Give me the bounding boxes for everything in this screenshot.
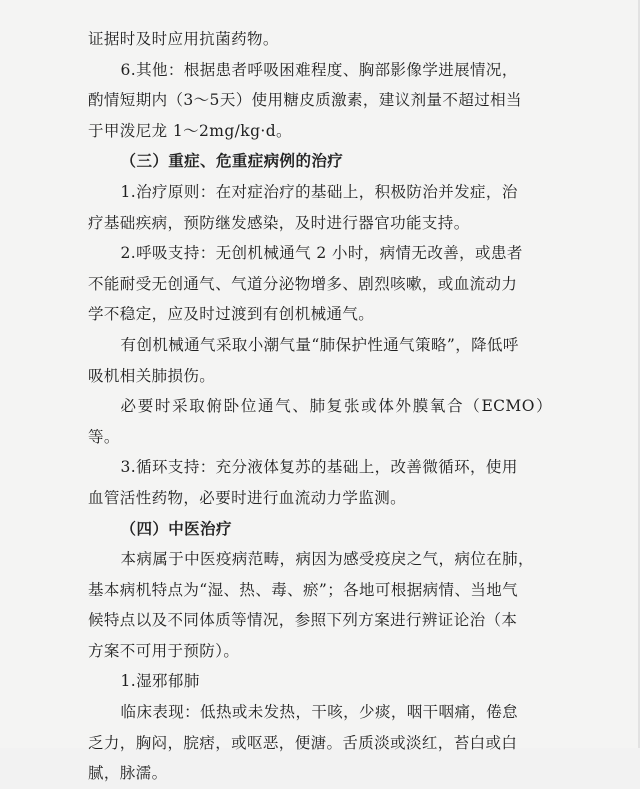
text-line: 6.其他：根据患者呼吸困难程度、胸部影像学进展情况， [120,60,518,79]
text-line: 腻，脉濡。 [88,764,168,783]
text-line: 乏力，胸闷，脘痞，或呕恶，便溏。舌质淡或淡红，苔白或白 [88,733,518,752]
text-line: 临床表现：低热或未发热，干咳，少痰，咽干咽痛，倦怠 [120,703,519,722]
text-line: 证据时及时应用抗菌药物。 [88,30,279,48]
text-line: 不能耐受无创通气、气道分泌物增多、剧烈咳嗽，或血流动力 [88,274,518,293]
text-line: 1.治疗原则：在对症治疗的基础上，积极防治并发症，治 [120,182,518,201]
section-heading: （四）中医治疗 [120,519,232,538]
text-line: 吸机相关肺损伤。 [88,366,216,385]
text-line: 2.呼吸支持：无创机械通气 2 小时，病情无改善，或患者 [120,244,523,263]
text-line: 本病属于中医疫病范畴，病因为感受疫戾之气，病位在肺， [120,550,534,569]
text-line: 学不稳定，应及时过渡到有创机械通气。 [88,305,375,324]
text-line: 有创机械通气采取小潮气量“肺保护性通气策略”，降低呼 [120,335,519,354]
text-line: 必要时采取俯卧位通气、肺复张或体外膜氧合（ECMO）等。 [88,397,552,446]
text-line: 酌情短期内（3～5天）使用糖皮质激素，建议剂量不超过相当 [88,91,522,110]
text-line: 于甲泼尼龙 1～2mg/kg·d。 [88,121,292,140]
text-line: 1.湿邪郁肺 [120,672,200,691]
text-line: 基本病机特点为“湿、热、毒、瘀”；各地可根据病情、当地气 [88,580,519,599]
text-line: 3.循环支持：充分液体复苏的基础上，改善微循环，使用 [120,458,518,477]
text-line: 候特点以及不同体质等情况，参照下列方案进行辨证论治（本 [88,611,518,630]
section-heading: （三）重症、危重症病例的治疗 [120,152,344,171]
text-line: 血管活性药物，必要时进行血流动力学监测。 [88,488,407,507]
text-line: 方案不可用于预防）。 [88,641,240,660]
text-line: 疗基础疾病，预防继发感染，及时进行器官功能支持。 [88,213,470,232]
